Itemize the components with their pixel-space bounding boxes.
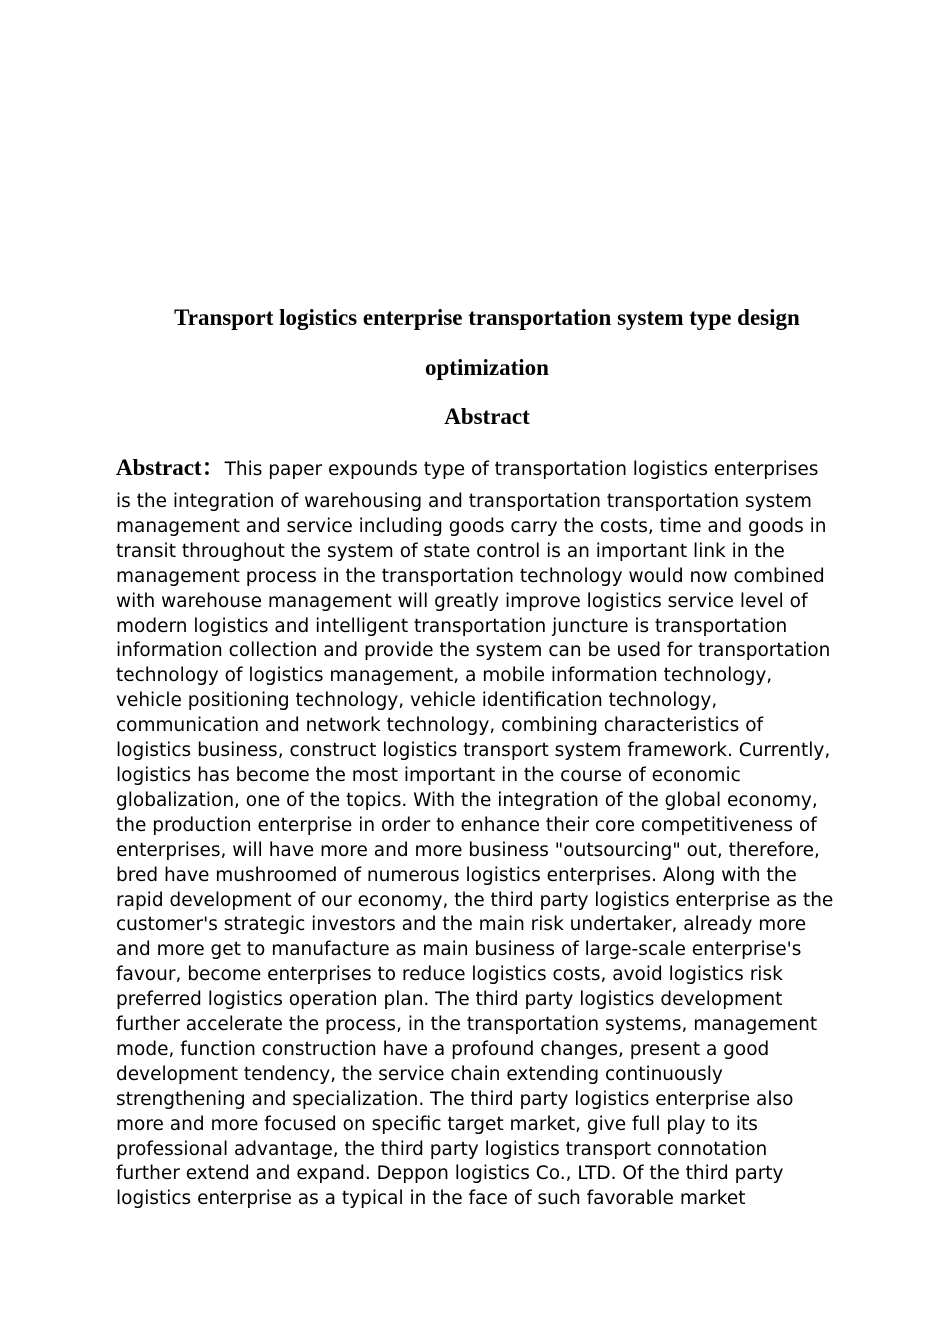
abstract-line: vehicle positioning technology, vehicle identification technology, [116, 690, 718, 712]
abstract-line: management and service including goods carry the costs, time and goods in [116, 515, 827, 537]
abstract-line: favour, become enterprises to reduce logistics costs, avoid logistics risk [116, 964, 783, 986]
abstract-first-line [116, 454, 861, 485]
abstract-line: further extend and expand. Deppon logistics Co., LTD. Of the third party [116, 1163, 784, 1185]
abstract-line: modern logistics and intelligent transportation juncture is transportation [116, 615, 788, 637]
abstract-line: strengthening and specialization. The third party logistics enterprise also [116, 1088, 794, 1110]
abstract-line: logistics has become the most important in the course of economic [116, 764, 741, 786]
abstract-line: and more get to manufacture as main business of large-scale enterprise's [116, 939, 802, 961]
abstract-body [116, 490, 861, 1212]
abstract-label: Abstract： [116, 455, 225, 480]
abstract-line: communication and network technology, combining characteristics of [116, 715, 764, 737]
abstract-line: is the integration of warehousing and transportation transportation system [116, 491, 812, 512]
abstract-line: further accelerate the process, in the transportation systems, management [116, 1014, 818, 1036]
abstract-line: customer's strategic investors and the main risk undertaker, already more [116, 914, 807, 936]
abstract-line: logistics business, construct logistics transport system framework. Currently, [116, 740, 831, 762]
abstract-first-text: This paper expounds type of transportation logistics enterprises [224, 459, 819, 480]
abstract-line: globalization, one of the topics. With the integration of the global economy, [116, 789, 818, 811]
abstract-line: mode, function construction have a profound changes, present a good [116, 1038, 770, 1060]
document-title-line-1: Transport logistics enterprise transportation system type design [174, 305, 800, 330]
abstract-line: transit throughout the system of state control is an important link in the [116, 540, 785, 562]
abstract-line: bred have mushroomed of numerous logistics enterprises. Along with the [116, 864, 797, 886]
abstract-line: with warehouse management will greatly improve logistics service level of [116, 590, 808, 612]
abstract-line: technology of logistics management, a mobile information technology, [116, 665, 773, 687]
abstract-line: rapid development of our economy, the third party logistics enterprise as the [116, 889, 834, 911]
abstract-line: preferred logistics operation plan. The third party logistics development [116, 989, 783, 1011]
abstract-line: the production enterprise in order to enhance their core competitiveness of [116, 814, 817, 836]
section-heading-abstract: Abstract [444, 404, 530, 429]
abstract-line: logistics enterprise as a typical in the face of such favorable market [116, 1188, 746, 1210]
abstract-line: professional advantage, the third party logistics transport connotation [116, 1138, 768, 1160]
abstract-line: development tendency, the service chain extending continuously [116, 1063, 723, 1085]
document-title-line-2: optimization [425, 355, 549, 380]
abstract-line: more and more focused on specific target market, give full play to its [116, 1113, 758, 1135]
abstract-line: enterprises, will have more and more business "outsourcing" out, therefore, [116, 839, 820, 861]
abstract-line: management process in the transportation technology would now combined [116, 565, 825, 587]
abstract-line: information collection and provide the system can be used for transportation [116, 640, 831, 662]
